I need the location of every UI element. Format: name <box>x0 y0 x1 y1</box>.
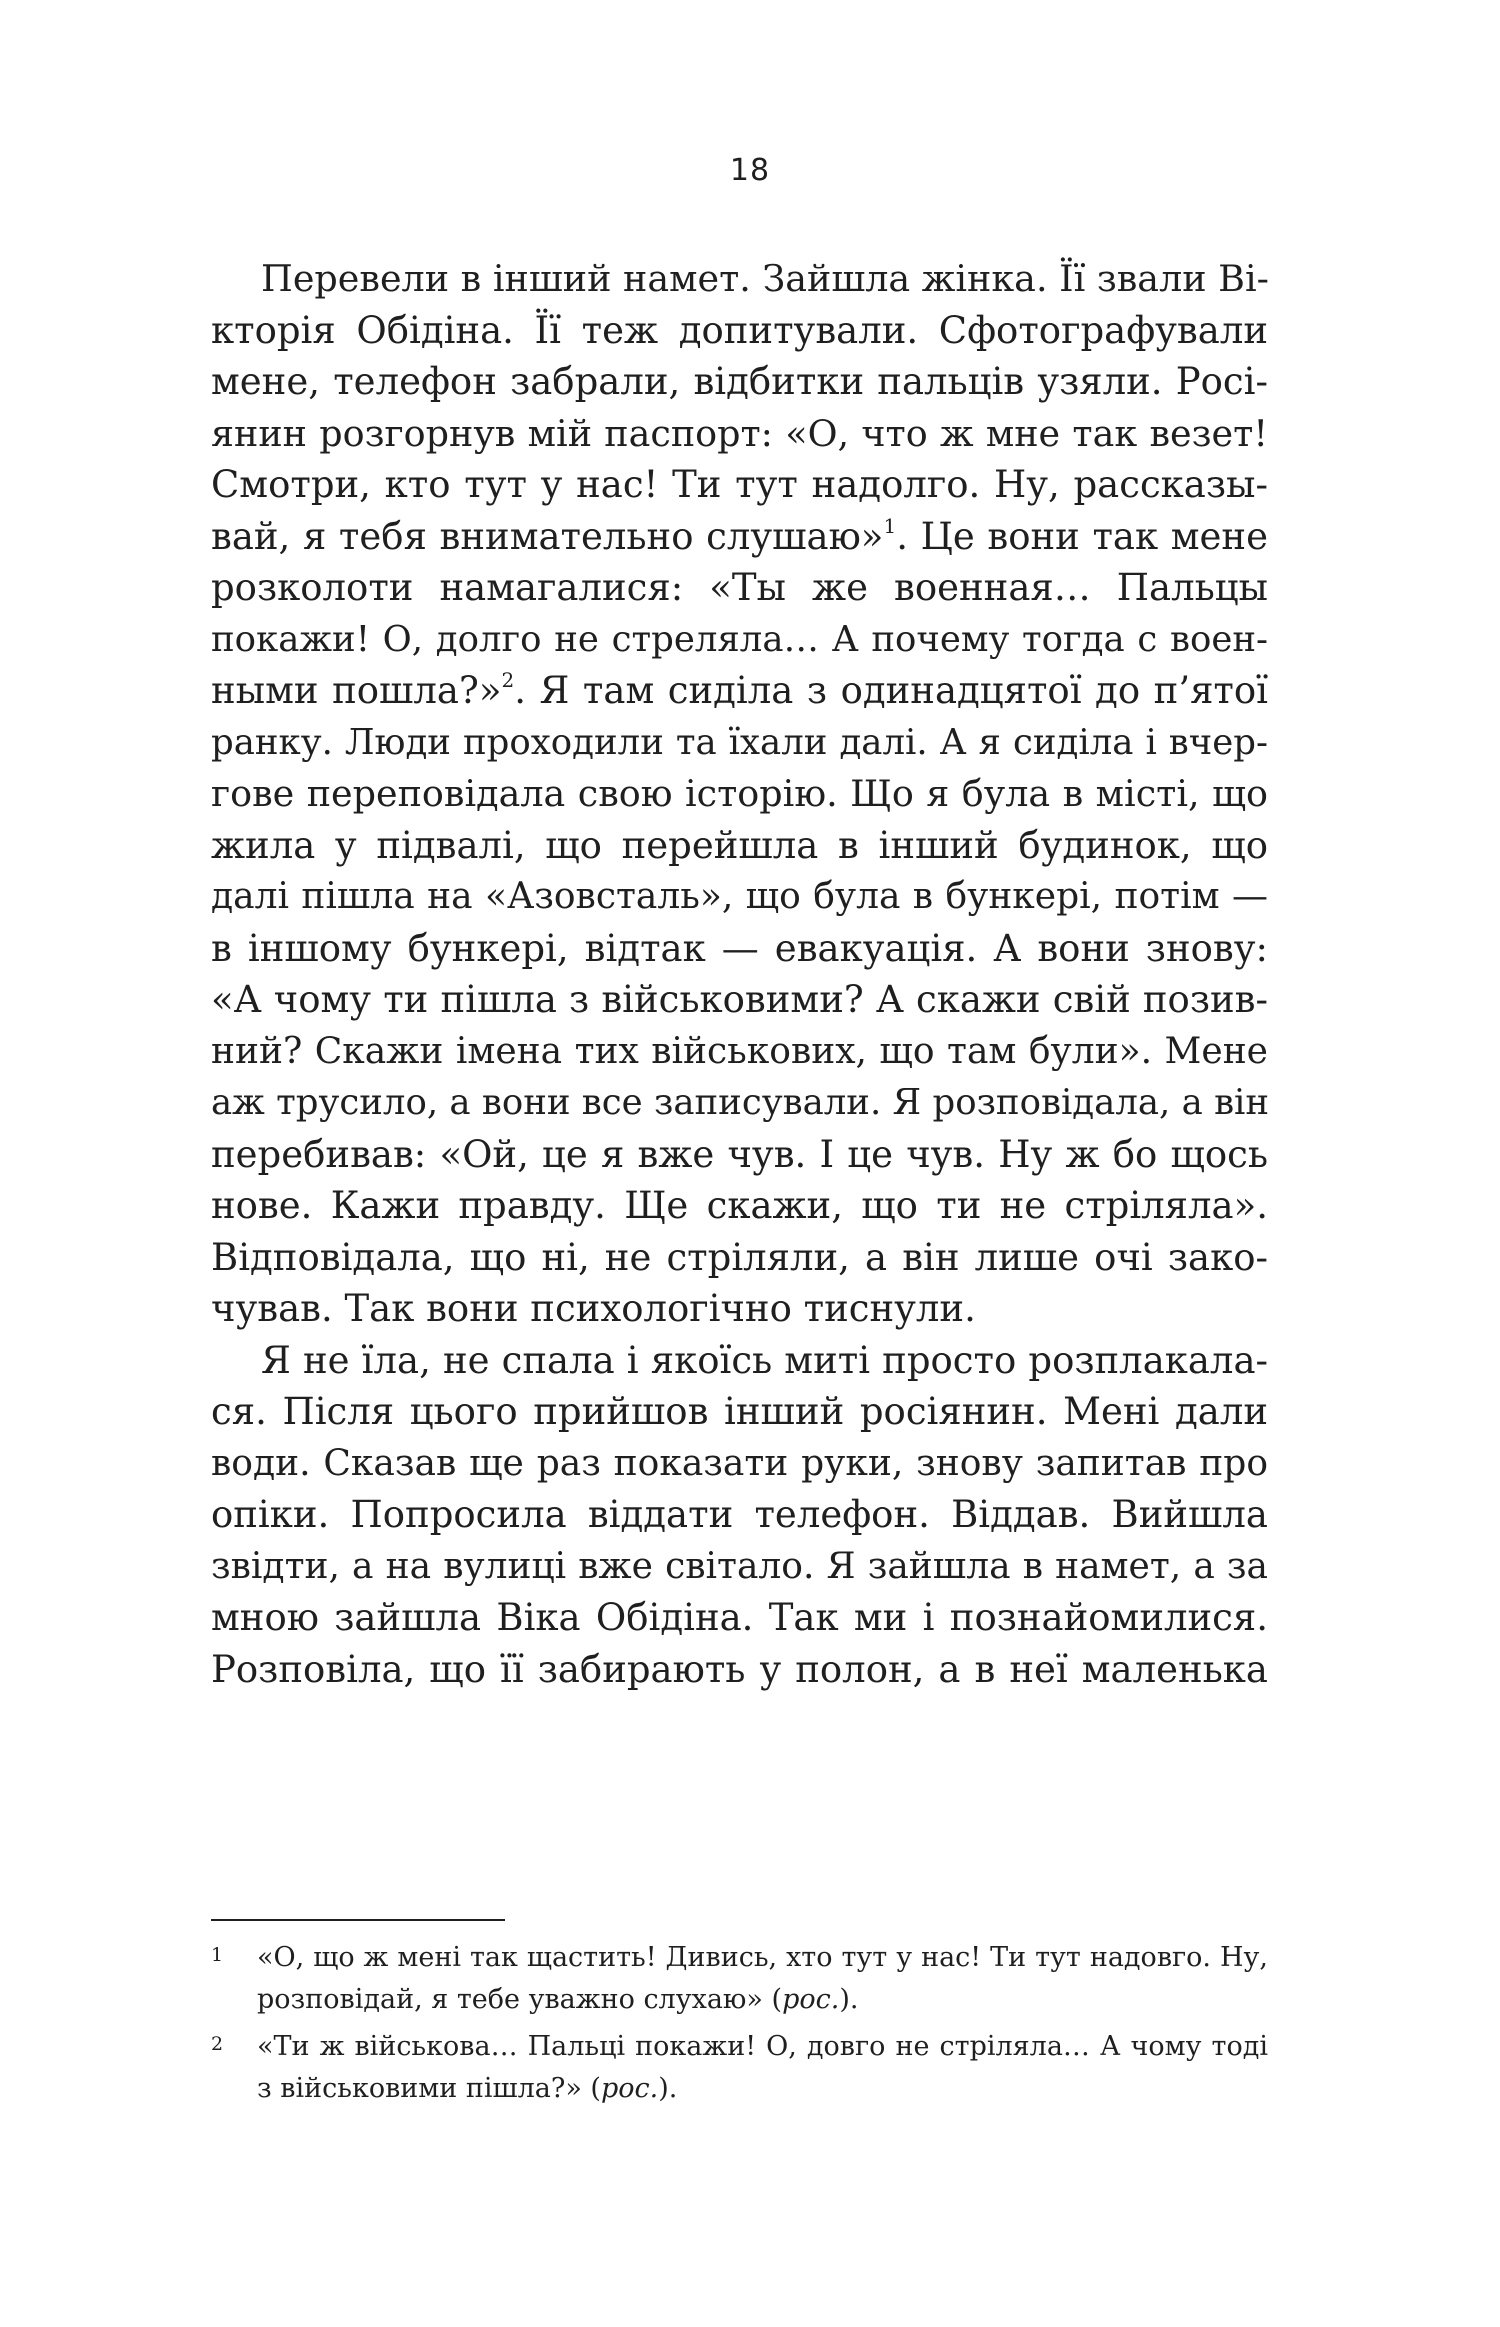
text-line: Відповідала, що ні, не стріляли, а він лише очі зако- <box>211 1235 1268 1279</box>
footnote-number: 2 <box>211 2033 224 2055</box>
text-line: жила у підвалі, що перейшла в інший будинок, що <box>211 823 1268 867</box>
text-line: «А чому ти пішла з військовими? А скажи свій позив- <box>211 978 1268 1021</box>
text-line: чував. Так вони психологічно тиснули. <box>211 1287 976 1330</box>
footnote-text: з військовими пішла?» ( <box>257 2073 601 2104</box>
text-line: покажи! О, долго не стреляла… А почему тогда с воен- <box>211 618 1268 660</box>
text-line: кторія Обідіна. Її теж допитували. Сфотографували <box>211 308 1268 352</box>
text-line: ся. Після цього прийшов інший росіянин. Мені дали <box>211 1390 1268 1433</box>
footnote-ref-2: 2 <box>501 668 515 692</box>
footnote-text: «О, що ж мені так щастить! Дивись, хто тут у нас! Ти тут надовго. Ну, <box>257 1942 1268 1973</box>
footnote-1-line <box>211 1937 1268 1979</box>
text-fragment: ными пошла?» <box>211 669 502 712</box>
text-line: далі пішла на «Азовсталь», що була в бункері, потім — <box>211 876 1268 917</box>
text-line: янин розгорнув мій паспорт: «О, что ж мне так везет! <box>211 411 1268 455</box>
footnote-italic: рос. <box>600 2073 659 2104</box>
footnote-2-line <box>211 2068 1268 2110</box>
footnote-italic: рос. <box>782 1984 840 2015</box>
text-line <box>211 665 1268 717</box>
text-fragment: вай, я тебя внимательно слушаю» <box>211 514 884 558</box>
text-line: мене, телефон забрали, відбитки пальців узяли. Росі- <box>211 360 1268 403</box>
text-line: розколоти намагалися: «Ты же военная… Пальцы <box>211 566 1268 609</box>
footnote-divider <box>211 1919 505 1921</box>
page-number: 18 <box>729 153 771 188</box>
text-line: нове. Кажи правду. Ще скажи, що ти не стріляла». <box>211 1184 1268 1227</box>
text-line: гове переповідала свою історію. Що я була в місті, що <box>211 772 1268 815</box>
footnote-number: 1 <box>211 1944 224 1966</box>
text-line: в іншому бункері, відтак — евакуація. А вони знову: <box>211 926 1268 970</box>
text-line: Розповіла, що її забирають у полон, а в неї маленька <box>211 1647 1268 1691</box>
text-line: перебивав: «Ой, це я вже чув. І це чув. Ну ж бо щось <box>211 1132 1268 1176</box>
text-fragment: . Я там сиділа з одинадцятої до п’ятої <box>514 669 1268 712</box>
text-line: ний? Скажи імена тих військових, що там були». Мене <box>211 1030 1268 1072</box>
text-line: води. Сказав ще раз показати руки, знову запитав про <box>211 1442 1268 1484</box>
body-text <box>211 253 1268 1695</box>
footnote-text: розповідай, я тебе уважно слухаю» ( <box>257 1984 783 2015</box>
text-fragment: . Це вони так мене <box>896 514 1268 558</box>
footnote-ref-1: 1 <box>883 513 897 538</box>
text-line: Перевели в інший намет. Зайшла жінка. Її звали Ві- <box>261 257 1270 300</box>
text-line: аж трусило, а вони все записували. Я розповідала, а він <box>211 1082 1270 1123</box>
text-line: звідти, а на вулиці вже світало. Я зайшла в намет, а за <box>211 1545 1268 1587</box>
text-line <box>211 511 1268 563</box>
text-line: опіки. Попросила віддати телефон. Віддав. Вийшла <box>211 1493 1268 1536</box>
footnote-text: ). <box>839 1984 859 2015</box>
text-line: мною зайшла Віка Обідіна. Так ми і познайомилися. <box>211 1596 1268 1639</box>
footnote-text: ). <box>658 2073 678 2104</box>
footnote-text: «Ти ж військова… Пальці покажи! О, довго не стріляла… А чому тоді <box>257 2031 1268 2062</box>
footnote-1-line <box>211 1979 1268 2021</box>
footnotes <box>211 1937 1268 2110</box>
footnote-2-line <box>211 2026 1268 2068</box>
text-line: Смотри, кто тут у нас! Ти тут надолго. Ну, рассказы- <box>211 463 1268 506</box>
text-line: ранку. Люди проходили та їхали далі. А я сиділа і вчер- <box>211 721 1268 763</box>
text-line: Я не їла, не спала і якоїсь миті просто розплакала- <box>261 1338 1268 1382</box>
